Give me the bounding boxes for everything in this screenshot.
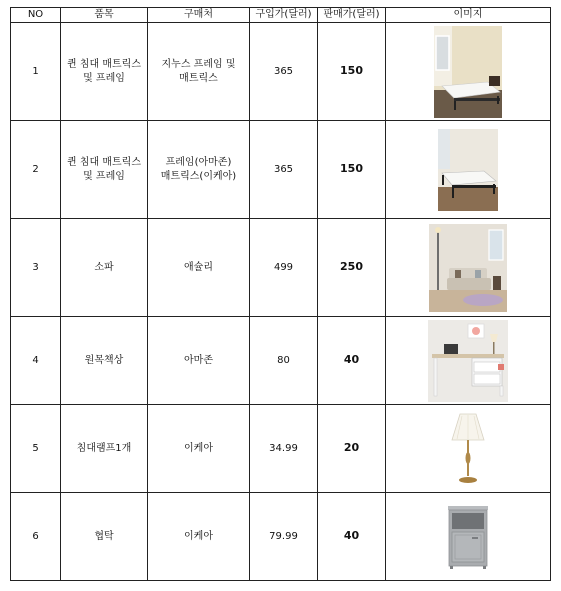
cell-sell-price: 150 bbox=[318, 23, 386, 121]
header-buy-price: 구입가(달러) bbox=[250, 8, 318, 23]
cell-item: 퀸 침대 매트릭스 및 프레임 bbox=[61, 121, 148, 219]
cell-no: 4 bbox=[11, 317, 61, 405]
cell-no: 5 bbox=[11, 405, 61, 493]
cell-buy-price: 365 bbox=[250, 23, 318, 121]
cell-sell-price: 40 bbox=[318, 493, 386, 581]
cell-store: 지누스 프레임 및 매트릭스 bbox=[148, 23, 250, 121]
cell-store: 아마존 bbox=[148, 317, 250, 405]
cell-buy-price: 499 bbox=[250, 219, 318, 317]
cell-no: 3 bbox=[11, 219, 61, 317]
header-no: NO bbox=[11, 8, 61, 23]
cell-item: 침대램프1개 bbox=[61, 405, 148, 493]
table-row bbox=[11, 317, 551, 405]
sofa-photo bbox=[429, 224, 507, 312]
header-store: 구매처 bbox=[148, 8, 250, 23]
nightstand-photo bbox=[443, 504, 493, 570]
bed-frame-photo bbox=[438, 129, 498, 211]
header-row bbox=[11, 8, 551, 23]
cell-store: 이케아 bbox=[148, 405, 250, 493]
cell-no: 6 bbox=[11, 493, 61, 581]
cell-item: 퀸 침대 매트릭스 및 프레임 bbox=[61, 23, 148, 121]
cell-store: 이케아 bbox=[148, 493, 250, 581]
cell-sell-price: 150 bbox=[318, 121, 386, 219]
cell-buy-price: 79.99 bbox=[250, 493, 318, 581]
header-image: 이미지 bbox=[386, 8, 551, 23]
cell-item: 협탁 bbox=[61, 493, 148, 581]
header-item: 품목 bbox=[61, 8, 148, 23]
table-row bbox=[11, 493, 551, 581]
cell-no: 1 bbox=[11, 23, 61, 121]
cell-no: 2 bbox=[11, 121, 61, 219]
header-sell-price: 판매가(달러) bbox=[318, 8, 386, 23]
cell-item: 원목책상 bbox=[61, 317, 148, 405]
cell-item: 소파 bbox=[61, 219, 148, 317]
cell-sell-price: 20 bbox=[318, 405, 386, 493]
table-row bbox=[11, 23, 551, 121]
cell-store: 프레임(아마존) 매트릭스(이케아) bbox=[148, 121, 250, 219]
cell-store: 애슐리 bbox=[148, 219, 250, 317]
cell-buy-price: 80 bbox=[250, 317, 318, 405]
cell-buy-price: 34.99 bbox=[250, 405, 318, 493]
desk-photo bbox=[428, 320, 508, 402]
table-row bbox=[11, 405, 551, 493]
table-row bbox=[11, 121, 551, 219]
cell-buy-price: 365 bbox=[250, 121, 318, 219]
cell-sell-price: 250 bbox=[318, 219, 386, 317]
table-row bbox=[11, 219, 551, 317]
cell-sell-price: 40 bbox=[318, 317, 386, 405]
bed-room-photo bbox=[434, 26, 502, 118]
furniture-sale-table bbox=[10, 7, 551, 581]
lamp-photo bbox=[448, 410, 488, 488]
